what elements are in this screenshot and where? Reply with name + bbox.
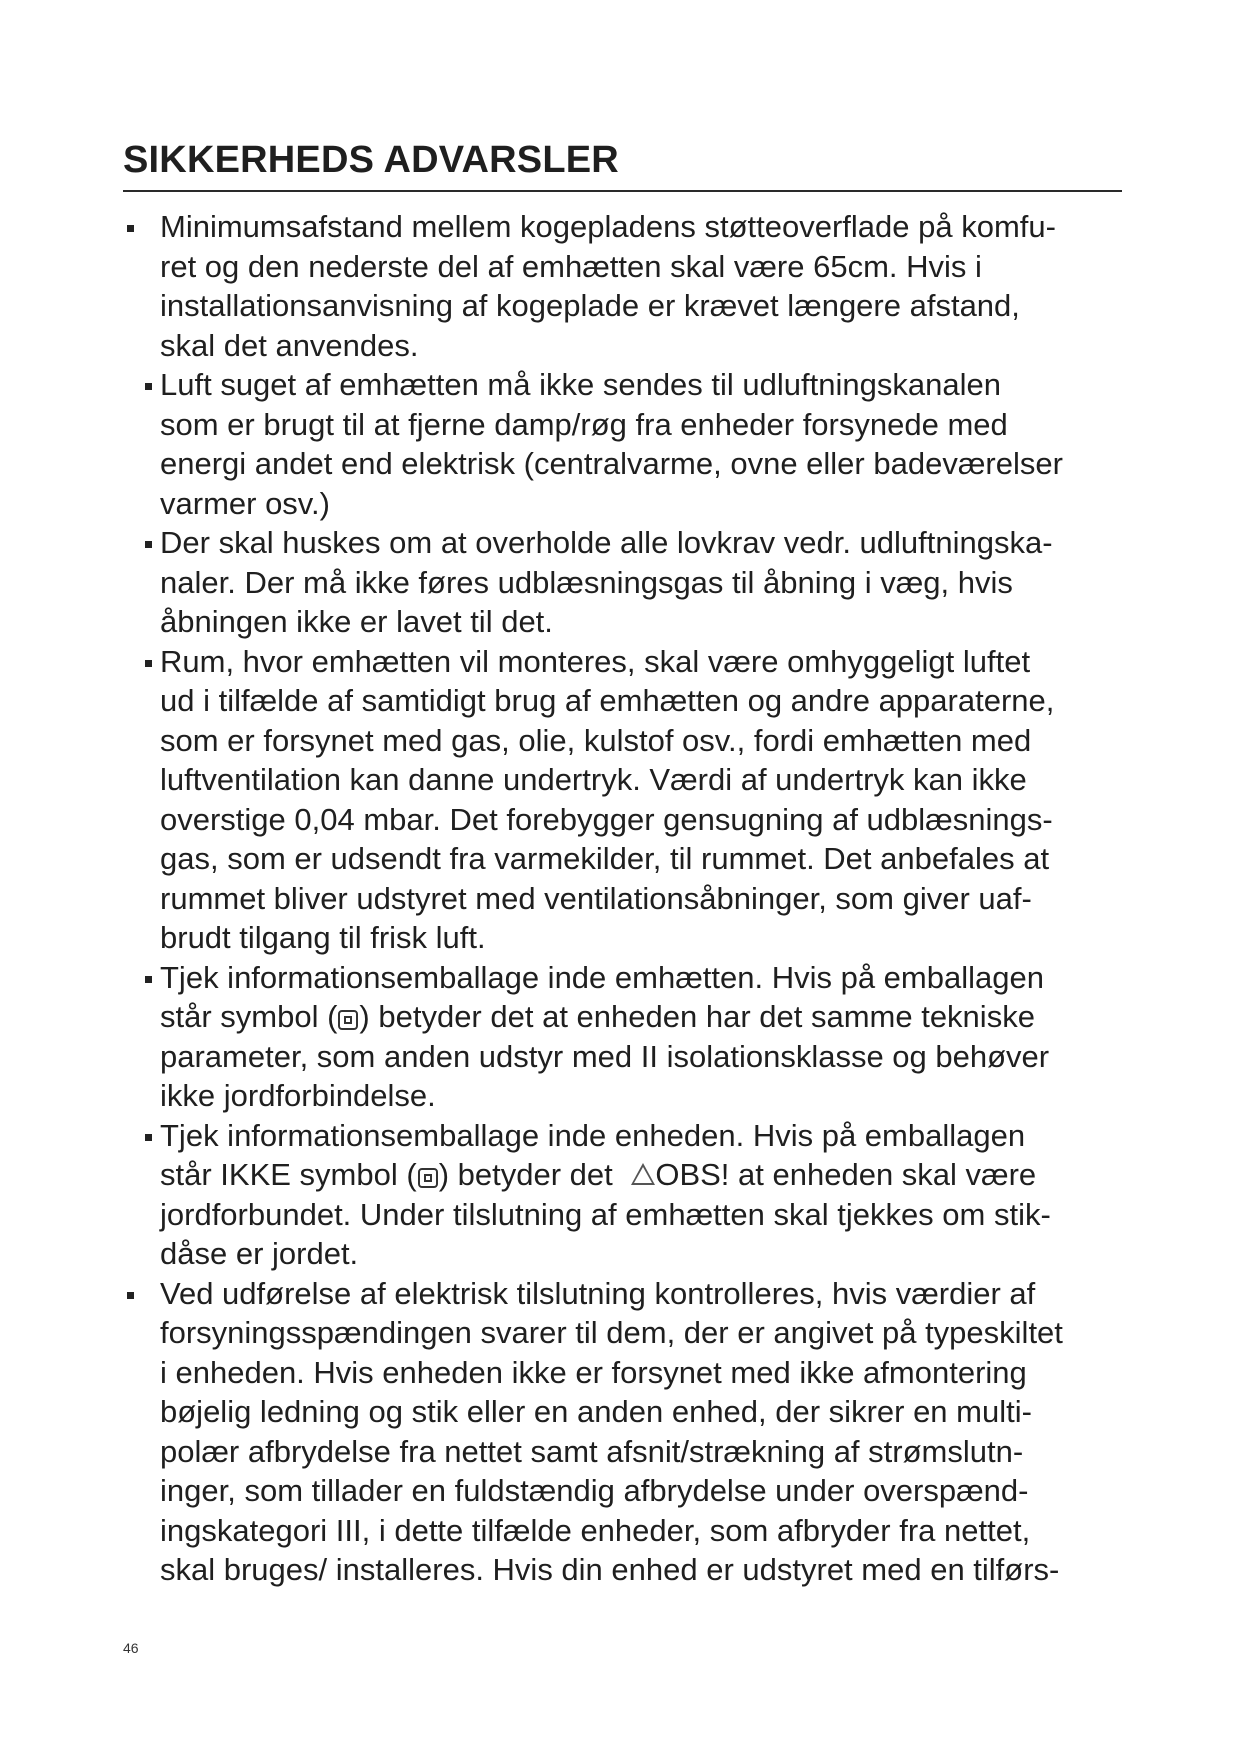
- list-item: [123, 523, 1143, 642]
- list-item-text: [160, 958, 1143, 1116]
- double-square-icon: [338, 1010, 358, 1030]
- list-item-text: Luft suget af emhætten må ikke sendes til udluftningskanalen som er brugt til at fjerne damp/røg fra enheder forsynede med energi andet end elektrisk (centralvarme, ovne eller badeværelser varmer osv.): [160, 367, 1063, 521]
- bullet-icon: [127, 1292, 134, 1299]
- bullet-icon: [127, 225, 134, 232]
- page-number: 46: [123, 1640, 139, 1656]
- bullet-icon: [145, 976, 152, 983]
- list-item: [123, 1116, 1143, 1274]
- list-item-text: [160, 1116, 1143, 1274]
- bullet-icon: [145, 1134, 152, 1141]
- list-item: [123, 207, 1143, 365]
- list-item-text-part: ) betyder det: [438, 1157, 622, 1192]
- double-square-icon: [418, 1168, 438, 1188]
- list-item: [123, 958, 1143, 1116]
- section-title: SIKKERHEDS ADVARSLER: [123, 139, 619, 181]
- list-item: [123, 365, 1143, 523]
- bullet-icon: [145, 383, 152, 390]
- list-item: [123, 642, 1143, 958]
- list-item-text-part: Tjek informationsemballage inde emhætten. Hvis på emballagen står symbol (: [160, 959, 1044, 1034]
- list-item-text-part: ) betyder det at enheden har det samme tekniske parameter, som anden udstyr med II isolationsklasse og behøver ikke jordforbindelse.: [160, 999, 1050, 1113]
- title-underline: [123, 190, 1122, 192]
- list-item-text: Der skal huskes om at overholde alle lovkrav vedr. udluftningska- naler. Der må ikke føres udblæsningsgas til åbning i væg, hvis åbningen ikke er lavet til det.: [160, 525, 1053, 639]
- safety-warning-list: [123, 207, 1143, 1590]
- list-item-text: Rum, hvor emhætten vil monteres, skal være omhyggeligt luftet ud i tilfælde af samtidigt brug af emhætten og andre apparaterne, som er forsynet med gas, olie, kulstof osv., fordi emhætten med luftventilation kan danne undertryk. Værdi af undertryk kan ikke overstige 0,04 mbar. Det forebygger gensugning af udblæsnings- gas, som er udsendt fra varmekilder, til rummet. Det anbefales at rummet bliver udstyret med ventilationsåbninger, som giver uaf- brudt tilgang til frisk luft.: [160, 643, 1055, 955]
- list-item-text-part: Tjek informationsemballage inde enheden. Hvis på emballagen står IKKE symbol (: [160, 1117, 1026, 1192]
- bullet-icon: [145, 541, 152, 548]
- list-item-text: Minimumsafstand mellem kogepladens støtteoverflade på komfu- ret og den nederste del af emhætten skal være 65cm. Hvis i installationsanvisning af kogeplade er krævet længere afstand, skal det anvendes.: [160, 209, 1056, 363]
- list-item: [123, 1274, 1143, 1590]
- list-item-text-part: OBS! at enheden skal være jordforbundet. Under tilslutning af emhætten skal tjekkes om stik- dåse er jordet.: [160, 1157, 1051, 1271]
- bullet-icon: [145, 660, 152, 667]
- warning-triangle-icon: [631, 1163, 655, 1185]
- list-item-text: Ved udførelse af elektrisk tilslutning kontrolleres, hvis værdier af forsyningsspændingen svarer til dem, der er angivet på typeskiltet i enheden. Hvis enheden ikke er forsynet med ikke afmontering bøjelig ledning og stik eller en anden enhed, der sikrer en multi- polær afbrydelse fra nettet samt afsnit/strækning af strømslutn- inger, som tillader en fuldstændig afbrydelse under overspænd- ingskategori III, i dette tilfælde enheder, som afbryder fra nettet, skal bruges/ installeres. Hvis din enhed er udstyret med en tilførs-: [160, 1275, 1063, 1587]
